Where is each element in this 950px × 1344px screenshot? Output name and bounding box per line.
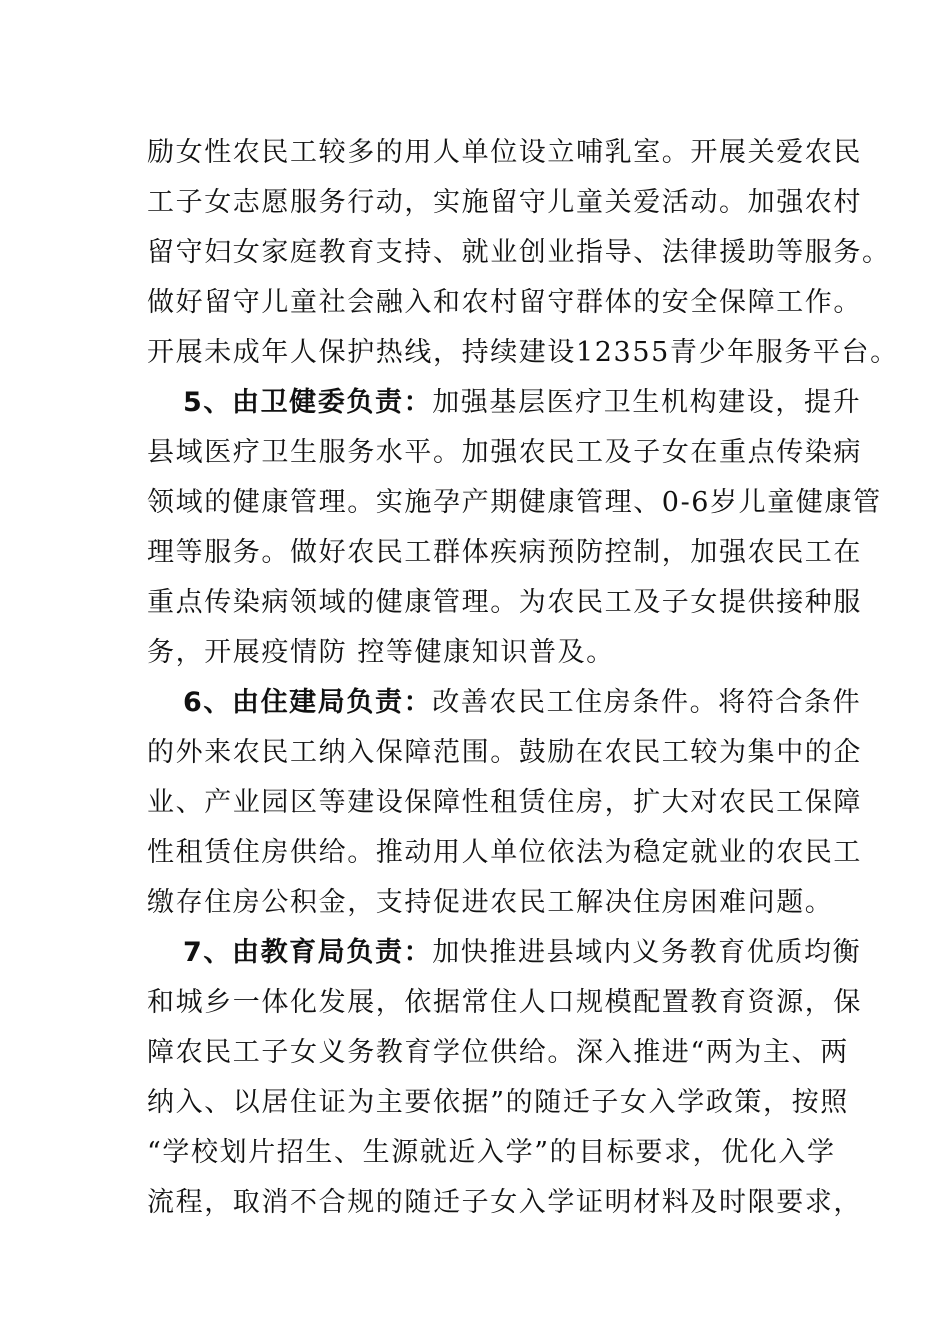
section-heading: 6、由住建局负责： bbox=[183, 687, 433, 718]
text-line: 领域的健康管理。实施孕产期健康管理、0-6岁儿童健康管 bbox=[147, 487, 882, 518]
text-line: 障农民工子女义务教育学位供给。深入推进“两为主、两 bbox=[147, 1037, 849, 1068]
text-line: 励女性农民工较多的用人单位设立哺乳室。开展关爱农民 bbox=[147, 137, 862, 168]
text-line: 理等服务。做好农民工群体疾病预防控制，加强农民工在 bbox=[147, 537, 862, 568]
text-line: 业、产业园区等建设保障性租赁住房，扩大对农民工保障 bbox=[147, 787, 862, 818]
text-line: 务，开展疫情防 控等健康知识普及。 bbox=[147, 637, 615, 668]
text-run: 改善农民工住房条件。将符合条件 bbox=[432, 687, 862, 718]
text-line: 和城乡一体化发展，依据常住人口规模配置教育资源，保 bbox=[147, 987, 862, 1018]
text-line: 做好留守儿童社会融入和农村留守群体的安全保障工作。 bbox=[147, 287, 862, 318]
section-heading: 5、由卫健委负责： bbox=[183, 387, 433, 418]
paragraph-first-line bbox=[183, 685, 863, 721]
text-line: 县域医疗卫生服务水平。加强农民工及子女在重点传染病 bbox=[147, 437, 862, 468]
text-line: 纳入、以居住证为主要依据”的随迁子女入学政策，按照 bbox=[147, 1087, 849, 1118]
text-line: 重点传染病领域的健康管理。为农民工及子女提供接种服 bbox=[147, 587, 862, 618]
text-line: 开展未成年人保护热线，持续建设12355青少年服务平台。 bbox=[147, 337, 899, 368]
text-run: 加强基层医疗卫生机构建设，提升 bbox=[432, 387, 862, 418]
text-line: 的外来农民工纳入保障范围。鼓励在农民工较为集中的企 bbox=[147, 737, 862, 768]
paragraph-first-line bbox=[183, 935, 863, 971]
paragraph-first-line bbox=[183, 385, 863, 421]
text-line: 流程，取消不合规的随迁子女入学证明材料及时限要求， bbox=[147, 1187, 862, 1218]
text-run: 加快推进县域内义务教育优质均衡 bbox=[432, 937, 862, 968]
text-line: 留守妇女家庭教育支持、就业创业指导、法律援助等服务。 bbox=[147, 237, 891, 268]
text-line: “学校划片招生、生源就近入学”的目标要求，优化入学 bbox=[147, 1137, 836, 1168]
section-heading: 7、由教育局负责： bbox=[183, 937, 433, 968]
text-line: 缴存住房公积金，支持促进农民工解决住房困难问题。 bbox=[147, 887, 834, 918]
text-line: 性租赁住房供给。推动用人单位依法为稳定就业的农民工 bbox=[147, 837, 862, 868]
text-line: 工子女志愿服务行动，实施留守儿童关爱活动。加强农村 bbox=[147, 187, 862, 218]
